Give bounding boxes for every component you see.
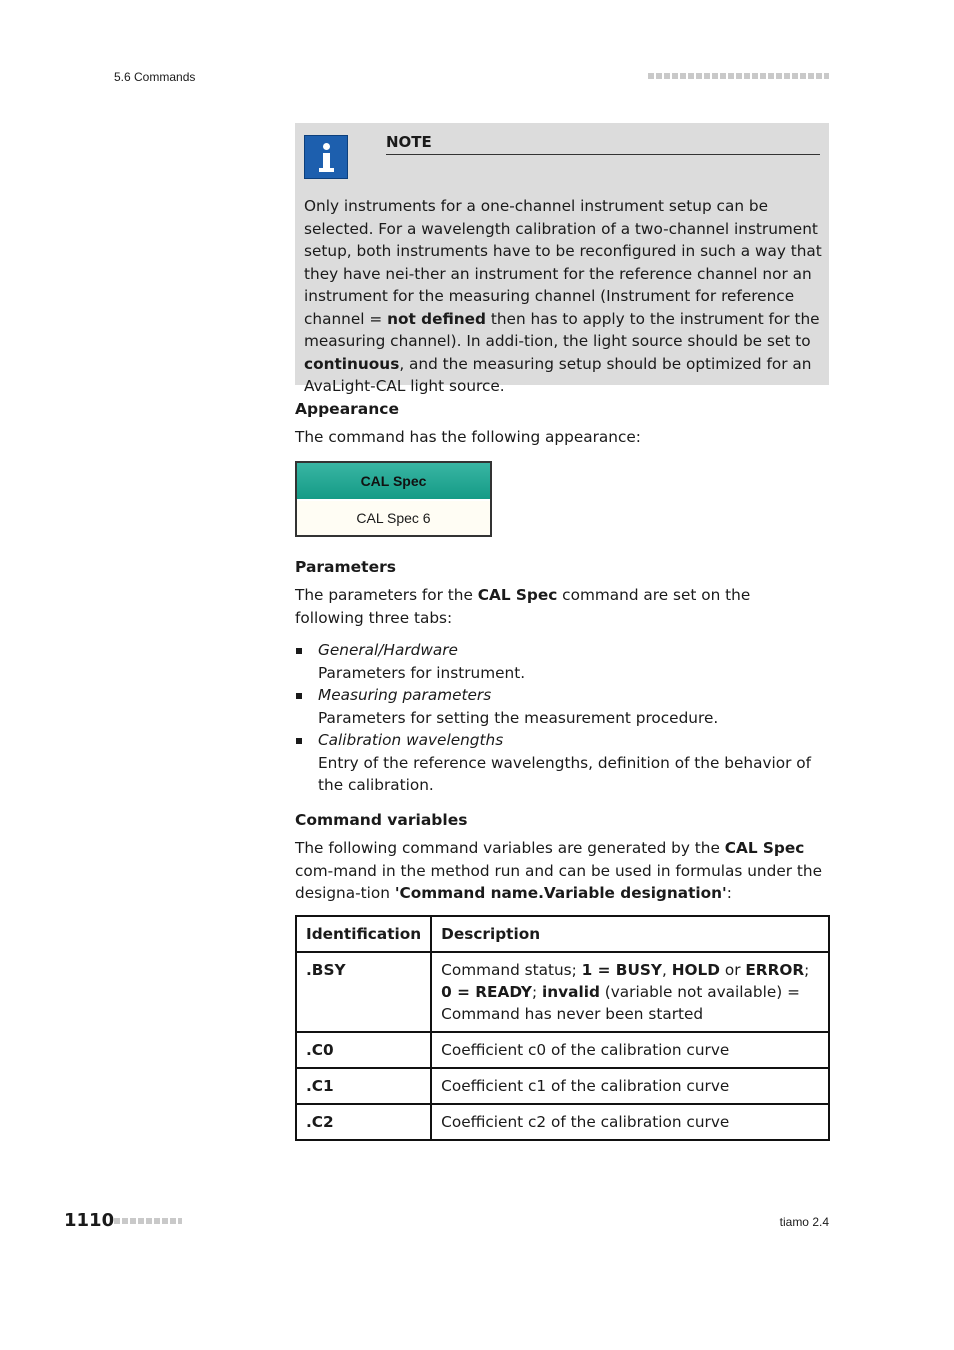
table-row (296, 952, 829, 1032)
variables-table (295, 915, 830, 1141)
bullet-icon (296, 693, 302, 699)
table-header-row (296, 916, 829, 952)
column-header-description: Description (431, 916, 829, 952)
appearance-text: The command has the following appearance: (295, 428, 641, 446)
table-row (296, 1068, 829, 1104)
parameters-heading: Parameters (295, 558, 396, 576)
header-dot-rule (648, 73, 829, 79)
info-icon (304, 135, 348, 179)
note-box (295, 123, 829, 395)
list-item: Measuring parameters Parameters for setting the measurement procedure. (295, 684, 829, 729)
variable-description: Coefficient c2 of the calibration curve (431, 1104, 829, 1140)
parameters-text: The parameters for the CAL Spec command are set on the following three tabs: (295, 586, 751, 627)
variable-description: Command status; 1 = BUSY, HOLD or ERROR; 0 = READY; invalid (variable not available) = Command has never been started (431, 952, 829, 1032)
variables-heading: Command variables (295, 811, 468, 829)
variable-id: .C2 (296, 1104, 431, 1140)
table-row (296, 1032, 829, 1068)
variables-text: The following command variables are generated by the CAL Spec com-mand in the method run and can be used in formulas under the designa-tion 'Command name.Variable designation': (295, 839, 822, 902)
bullet-icon (296, 738, 302, 744)
product-name: tiamo 2.4 (779, 1215, 829, 1229)
list-item: General/Hardware Parameters for instrument. (295, 639, 829, 684)
command-block (295, 461, 492, 537)
list-item: Calibration wavelengths Entry of the reference wavelengths, definition of the behavior of the calibration. (295, 729, 829, 797)
variable-description: Coefficient c0 of the calibration curve (431, 1032, 829, 1068)
command-name: CAL Spec 6 (297, 501, 490, 535)
variable-description: Coefficient c1 of the calibration curve (431, 1068, 829, 1104)
running-header-section: 5.6 Commands (114, 70, 196, 84)
appearance-heading: Appearance (295, 400, 399, 418)
bullet-icon (296, 648, 302, 654)
variable-id: .BSY (296, 952, 431, 1032)
command-title: CAL Spec (297, 463, 490, 499)
footer-dot-rule (114, 1218, 182, 1224)
tab-list (295, 639, 829, 797)
note-text: Only instruments for a one-channel instrument setup can be selected. For a wavelength calibration of a two-channel instrument setup, both instruments have to be reconfigured in such a way that they have nei-ther an instrument for the reference channel nor an instrument for the measuring channel (Instrument for reference channel = not defined then has to apply to the instrument for the measuring channel). In addi-tion, the light source should be set to continuous, and the measuring setup should be optimized for an AvaLight-CAL light source. (304, 197, 822, 395)
table-row (296, 1104, 829, 1140)
variable-id: .C1 (296, 1068, 431, 1104)
variable-id: .C0 (296, 1032, 431, 1068)
note-title: NOTE (386, 133, 820, 155)
column-header-identification: Identification (296, 916, 431, 952)
page-number: 1110 (64, 1210, 115, 1231)
